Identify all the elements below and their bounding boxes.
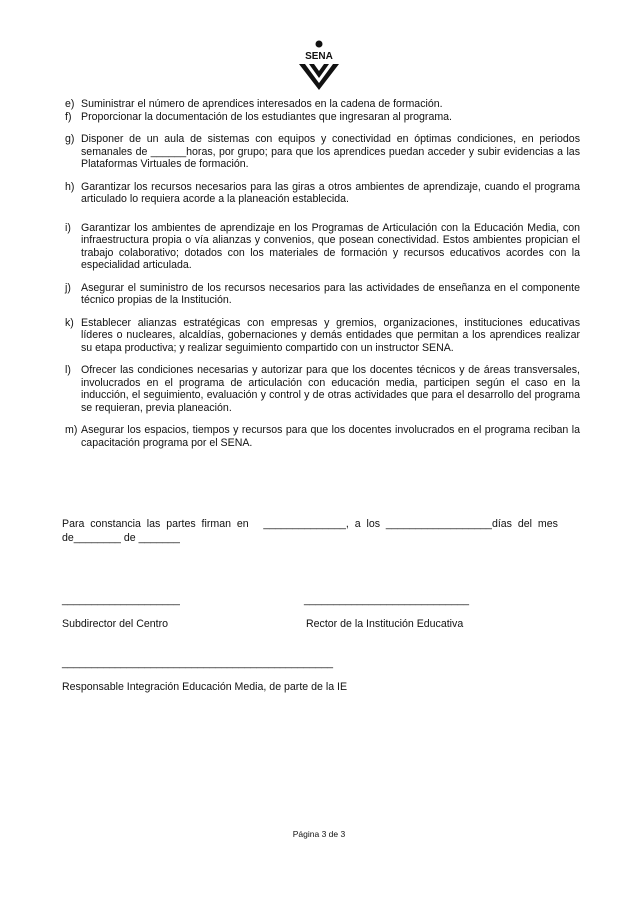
item-letter: k) — [65, 316, 74, 329]
item-text: Proporcionar la documentación de los estudiantes que ingresaran al programa. — [81, 110, 453, 123]
item-text: Asegurar el suministro de los recursos necesarios para las actividades de enseñanza en el componente técnico propias de la Institución. — [81, 281, 580, 306]
item-text: Asegurar los espacios, tiempos y recursos para que los docentes involucrados en el programa reciban la capacitación programa por el SENA. — [81, 424, 580, 449]
constancia-line-2: de________ de _______ — [62, 531, 180, 544]
list-item — [62, 111, 580, 124]
list-item — [62, 282, 580, 307]
item-letter: j) — [65, 281, 71, 294]
item-letter: l) — [65, 364, 71, 376]
constancia-line-1: Para constancia las partes firman en ______________, a los __________________días del mes — [62, 518, 558, 530]
item-text: Establecer alianzas estratégicas con empresas y gremios, organizaciones, instituciones educativas líderes o nucleares, alcaldías, gobernaciones y demás entidades que permitan a los aprendices realizar su etapa productiva; y realizar seguimiento compartido con un instructor SENA. — [81, 316, 580, 354]
item-text: Garantizar los ambientes de aprendizaje en los Programas de Articulación con la Educación Media, con infraestructura propia o vía alianzas y convenios, que posean conectividad. Estos ambientes propician el trabajo colaborativo; dotados con los materiales de formación y recursos educativos acordes con la especialidad articulada. — [81, 221, 580, 271]
sena-logo-icon — [293, 40, 345, 92]
logo-text: SENA — [305, 51, 333, 62]
list-item — [62, 424, 580, 449]
obligations-list — [62, 98, 580, 449]
list-item — [62, 364, 580, 414]
list-item — [62, 317, 580, 355]
item-letter: f) — [65, 110, 72, 123]
item-letter: i) — [65, 221, 71, 234]
responsable-signature-line: ______________________________________________ — [62, 657, 334, 669]
list-item — [62, 222, 580, 272]
responsable-label: Responsable Integración Educación Media, de parte de la IE — [62, 681, 348, 693]
item-text: Ofrecer las condiciones necesarias y autorizar para que los docentes técnicos y de áreas transversales, involucrados en el programa de articulación con educación media, participen según el caso en la inducción, el seguimiento, evaluación y control y de otras actividades que para el desarrollo del programa se requieran, previa planeación. — [81, 364, 580, 414]
list-item — [62, 133, 580, 171]
item-letter: g) — [65, 133, 75, 145]
item-text: Suministrar el número de aprendices interesados en la cadena de formación. — [81, 98, 443, 110]
list-item — [62, 98, 580, 111]
rector-label: Rector de la Institución Educativa — [306, 618, 464, 630]
list-item — [62, 181, 580, 206]
page-number: Página 3 de 3 — [292, 829, 346, 839]
item-text: Disponer de un aula de sistemas con equipos y conectividad en óptimas condiciones, en periodos semanales de ______horas, por grupo; para que los aprendices puedan acceder y subir evidencias a las Plataformas Virtuales de formación. — [81, 133, 580, 170]
item-letter: h) — [65, 180, 75, 193]
constancia-paragraph — [62, 518, 580, 545]
sena-logo — [293, 40, 345, 92]
item-letter: m) — [65, 424, 78, 436]
item-letter: e) — [65, 98, 75, 110]
rector-signature-line: ____________________________ — [304, 594, 469, 606]
item-text: Garantizar los recursos necesarios para las giras a otros ambientes de aprendizaje, cuando el programa articulado lo requiera acorde a la planeación establecida. — [81, 180, 580, 205]
subdirector-signature-line: ____________________ — [62, 594, 180, 606]
subdirector-label: Subdirector del Centro — [62, 618, 168, 630]
